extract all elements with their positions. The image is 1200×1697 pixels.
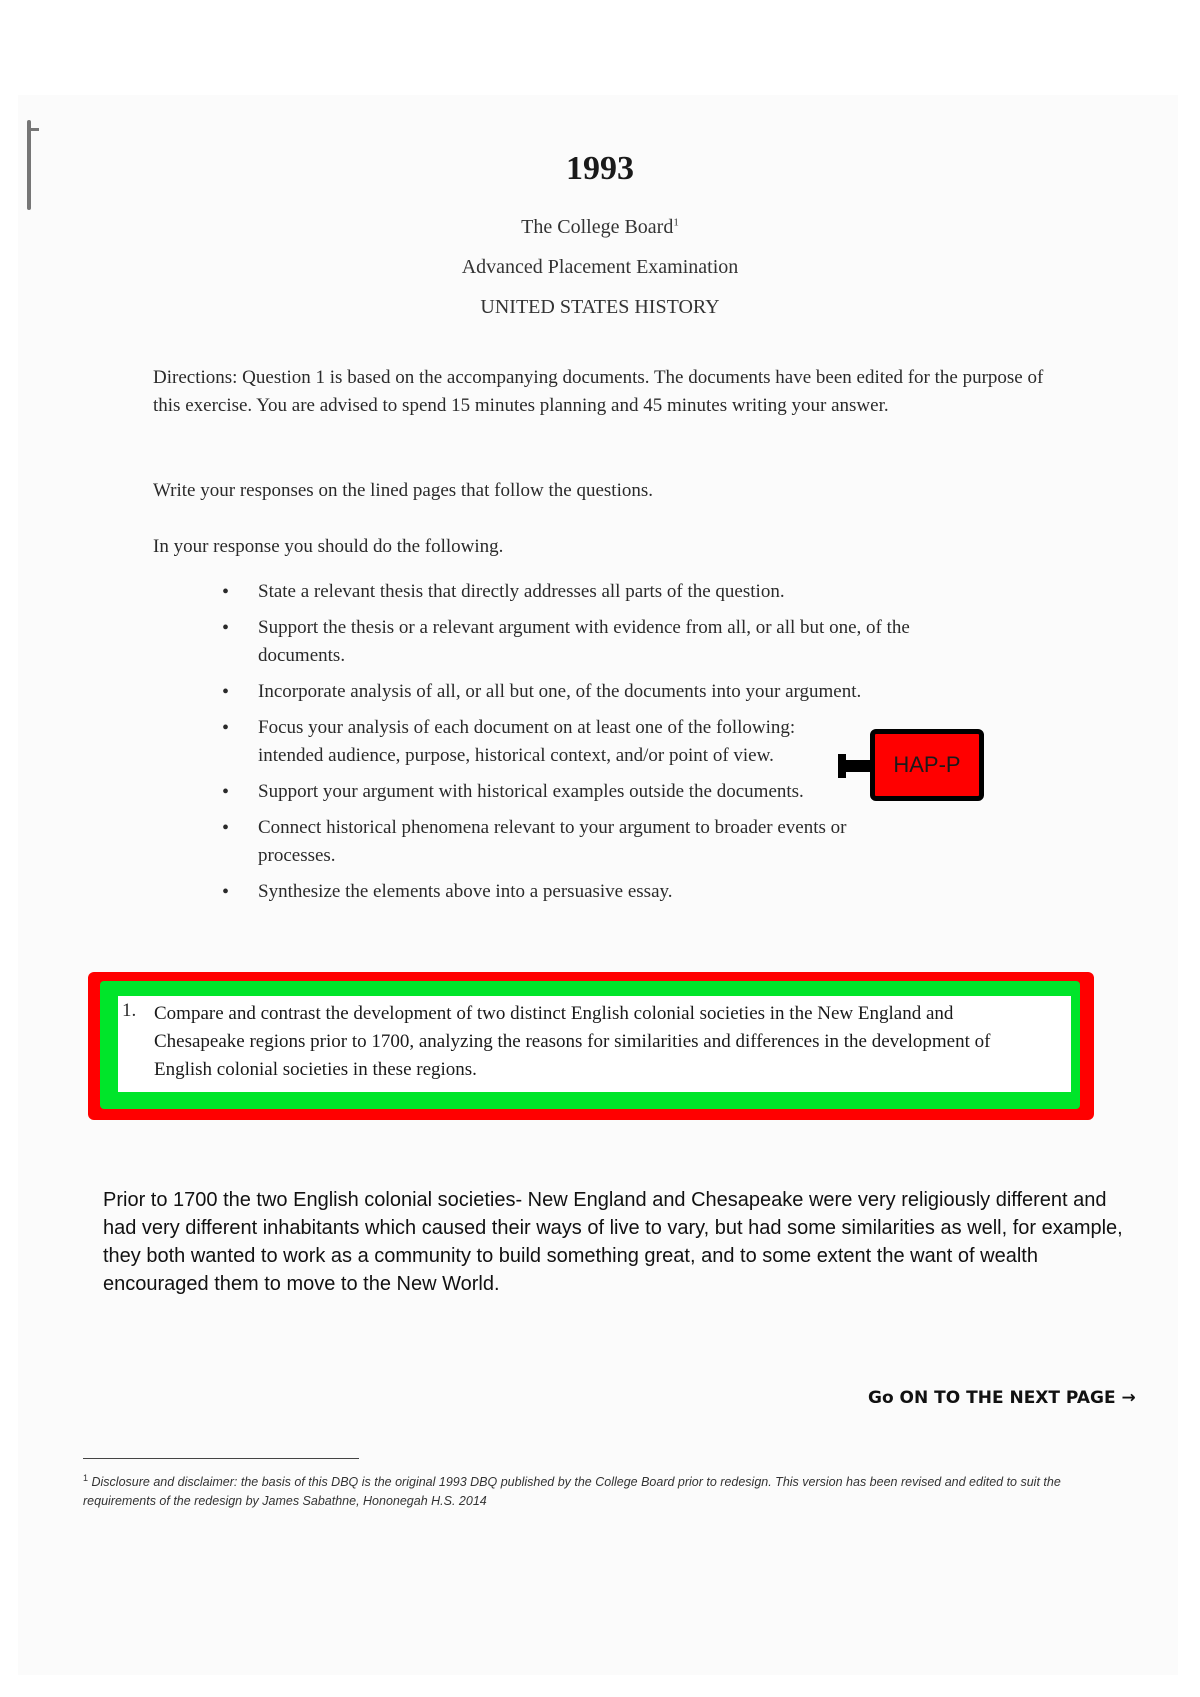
exam-subject: UNITED STATES HISTORY [480, 296, 720, 318]
annotation-connector [843, 760, 873, 772]
instruction-item: • Support the thesis or a relevant argument with evidence from all, or all but one, of the documents. [222, 614, 922, 670]
board-line [0, 216, 1200, 239]
scan-edge-mark-tick [31, 128, 39, 131]
hap-p-annotation: HAP-P [870, 729, 984, 801]
directions-lead: In your response you should do the following. [153, 536, 504, 557]
footnote-mark: 1 [83, 1473, 89, 1483]
instruction-item: • Connect historical phenomena relevant to your argument to broader events or processes. [222, 814, 922, 870]
instruction-item: • Support your argument with historical examples outside the documents. [222, 778, 922, 806]
exam-year: 1993 [566, 150, 634, 187]
footnote-divider [83, 1458, 359, 1459]
exam-name: Advanced Placement Examination [461, 256, 739, 278]
question-text: Compare and contrast the development of two distinct English colonial societies in the New England and Chesapeake regions prior to 1700, analyzing the reasons for similarities and differences in the development of English colonial societies in these regions. [154, 1003, 991, 1080]
instruction-item: • Focus your analysis of each document on at least one of the following: intended audience, purpose, historical context, and/or point of view. [222, 714, 922, 770]
footnote-ref: 1 [673, 216, 679, 229]
instruction-item: • State a relevant thesis that directly addresses all parts of the question. [222, 578, 922, 606]
footnote-text: Disclosure and disclaimer: the basis of this DBQ is the original 1993 DBQ published by the College Board prior to redesign. This version has been revised and edited to suit the requirements of the redesign by James Sabathne, Hononegah H.S. 2014 [83, 1475, 1061, 1509]
directions-write: Write your responses on the lined pages that follow the questions. [153, 480, 653, 501]
instruction-list [222, 578, 922, 914]
footnote [83, 1469, 1133, 1511]
directions-intro: Directions: Question 1 is based on the accompanying documents. The documents have been edited for the purpose of this exercise. You are advised to spend 15 minutes planning and 45 minutes writing your answer. [153, 367, 1044, 416]
question-number: 1. [122, 1000, 137, 1021]
instruction-item: • Synthesize the elements above into a persuasive essay. [222, 878, 922, 906]
student-answer: Prior to 1700 the two English colonial societies- New England and Chesapeake were very religiously different and had very different inhabitants which caused their ways of live to vary, but had some similarities as well, for example, they both wanted to work as a community to build something great, and to some extent the want of wealth encouraged them to move to the New World. [103, 1189, 1123, 1295]
instruction-item: • Incorporate analysis of all, or all but one, of the documents into your argument. [222, 678, 922, 706]
next-page-prompt: Go ON TO THE NEXT PAGE → [868, 1388, 1136, 1408]
board-name: The College Board [521, 216, 674, 238]
